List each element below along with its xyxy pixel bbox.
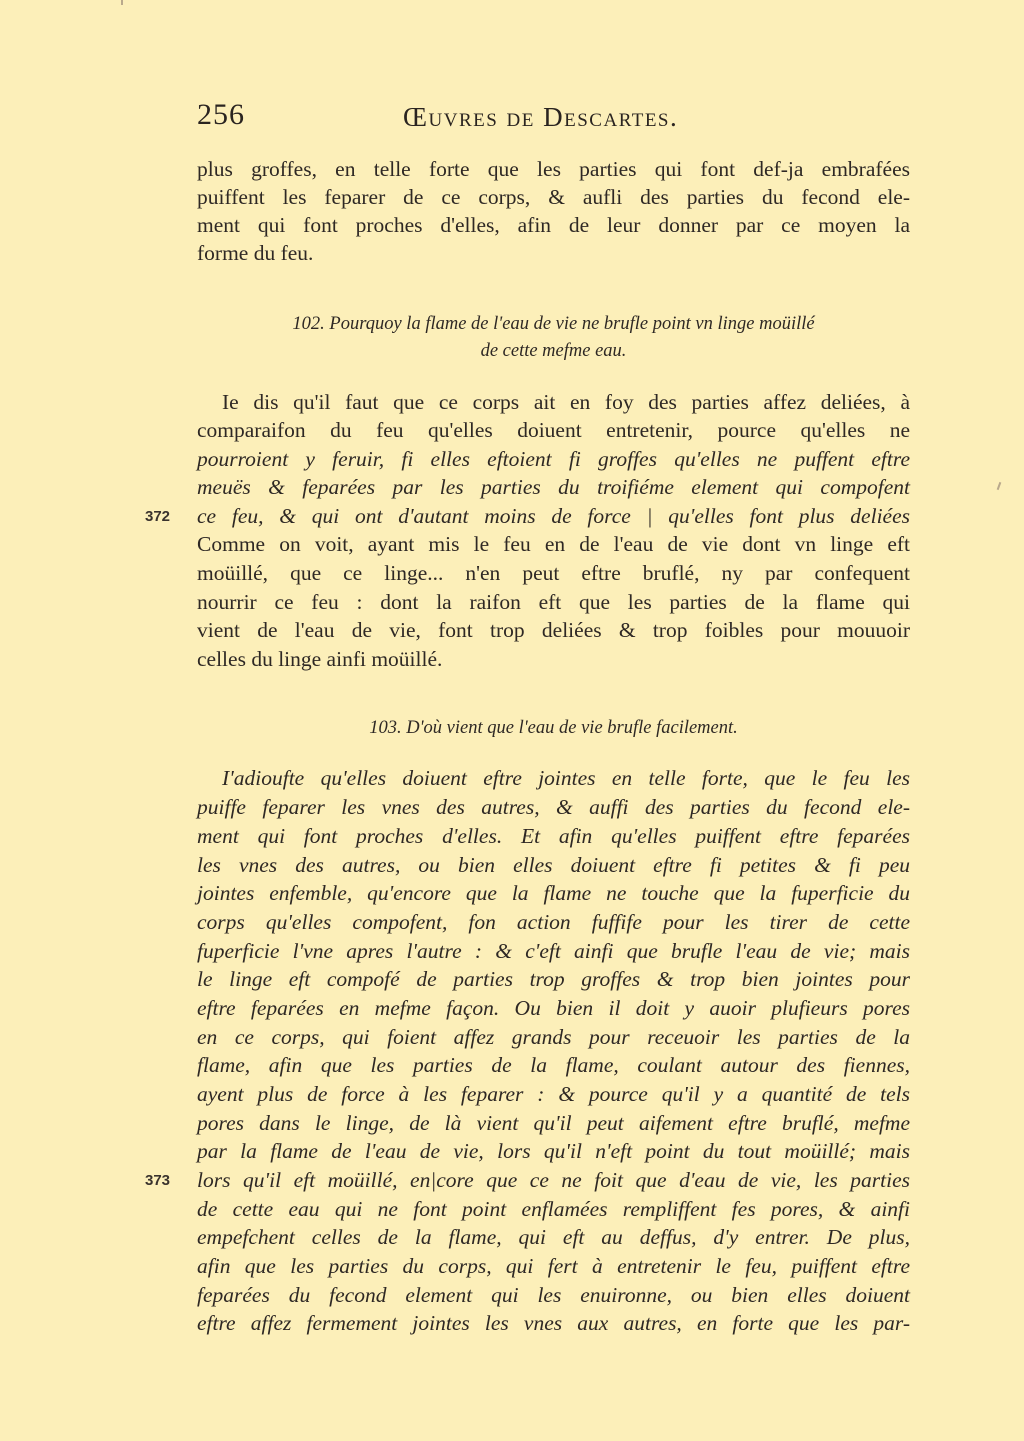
text-line: lors qu'il eft moüillé, en|core que ce ne foit que d'eau de vie, les parties (197, 1168, 910, 1192)
text-line: nourrir ce feu : dont la raifon eft que les parties de la flame qui (197, 590, 910, 614)
text-line: par la flame de l'eau de vie, lors qu'il n'eft point du tout moüillé; mais (197, 1139, 910, 1163)
text-line: eftre feparées en mefme façon. Ou bien il doit y auoir plufieurs pores (197, 996, 910, 1020)
text-line: puiffe feparer les vnes des autres, & auffi des parties du fecond ele- (197, 795, 910, 819)
text-line: plus groffes, en telle forte que les parties qui font def-ja embrafées (197, 157, 910, 181)
text-line: Ie dis qu'il faut que ce corps ait en foy des parties affez deliées, à (222, 390, 910, 414)
scan-mark (997, 482, 1002, 490)
text-line: vient de l'eau de vie, font trop deliées & trop foibles pour mouuoir (197, 618, 910, 642)
text-line: les vnes des autres, ou bien elles doiuent eftre fi petites & fi peu (197, 853, 910, 877)
text-line: en ce corps, qui foient affez grands pour receuoir les parties de la (197, 1025, 910, 1049)
scan-mark (121, 0, 123, 5)
text-line: meuës & feparées par les parties du troifiéme element qui compofent (197, 475, 910, 499)
text-line: ayent plus de force à les feparer : & pource qu'il y a quantité de tels (197, 1082, 910, 1106)
section-heading-102: 102. Pourquoy la flame de l'eau de vie ne brufle point vn linge moüillé (292, 314, 815, 334)
text-line: afin que les parties du corps, qui fert à entretenir le feu, puiffent eftre (197, 1254, 910, 1278)
section-heading-102-cont: de cette mefme eau. (480, 341, 627, 361)
text-line: corps qu'elles compofent, fon action fuffife pour les tirer de cette (197, 910, 910, 934)
text-line: I'adioufte qu'elles doiuent eftre jointes en telle forte, que le feu les (222, 766, 910, 790)
text-line: puiffent les feparer de ce corps, & aufli des parties du fecond ele- (197, 185, 910, 209)
text-line: flame, afin que les parties de la flame, coulant autour des fiennes, (197, 1053, 910, 1077)
text-line: jointes enfemble, qu'encore que la flame ne touche que la fuperficie du (197, 881, 910, 905)
text-line: ment qui font proches d'elles, afin de leur donner par ce moyen la (197, 213, 910, 237)
text-line: eftre affez fermement jointes les vnes aux autres, en forte que les par- (197, 1311, 910, 1335)
text-line: de cette eau qui ne font point enflamées rempliffent fes pores, & ainfi (197, 1197, 910, 1221)
text-line: Comme on voit, ayant mis le feu en de l'eau de vie dont vn linge eft (197, 532, 910, 556)
text-line: forme du feu. (197, 241, 314, 265)
margin-page-reference: 373 (145, 1172, 171, 1189)
text-line: pores dans le linge, de là vient qu'il peut aifement eftre bruflé, mefme (197, 1111, 910, 1135)
text-line: le linge eft compofé de parties trop groffes & trop bien jointes pour (197, 967, 910, 991)
page-header (197, 98, 910, 138)
text-line: celles du linge ainfi moüillé. (197, 647, 443, 671)
page-number: 256 (197, 98, 245, 131)
text-line: fuperficie l'vne apres l'autre : & c'eft ainfi que brufle l'eau de vie; mais (197, 939, 910, 963)
text-line: moüillé, que ce linge... n'en peut eftre bruflé, ny par confequent (197, 561, 910, 585)
text-line: pourroient y feruir, fi elles eftoient fi groffes qu'elles ne puffent eftre (197, 447, 910, 471)
text-line: ment qui font proches d'elles. Et afin qu'elles puiffent eftre feparées (197, 824, 910, 848)
text-line: feparées du fecond element qui les enuironne, ou bien elles doiuent (197, 1283, 910, 1307)
text-line: empefchent celles de la flame, qui eft au deffus, d'y entrer. De plus, (197, 1225, 910, 1249)
margin-page-reference: 372 (145, 508, 171, 525)
section-heading-103: 103. D'où vient que l'eau de vie brufle facilement. (369, 718, 738, 738)
text-line: ce feu, & qui ont d'autant moins de force | qu'elles font plus deliées (197, 504, 910, 528)
running-title: Œuvres de Descartes. (403, 102, 679, 132)
text-line: comparaifon du feu qu'elles doiuent entretenir, pource qu'elles ne (197, 418, 910, 442)
